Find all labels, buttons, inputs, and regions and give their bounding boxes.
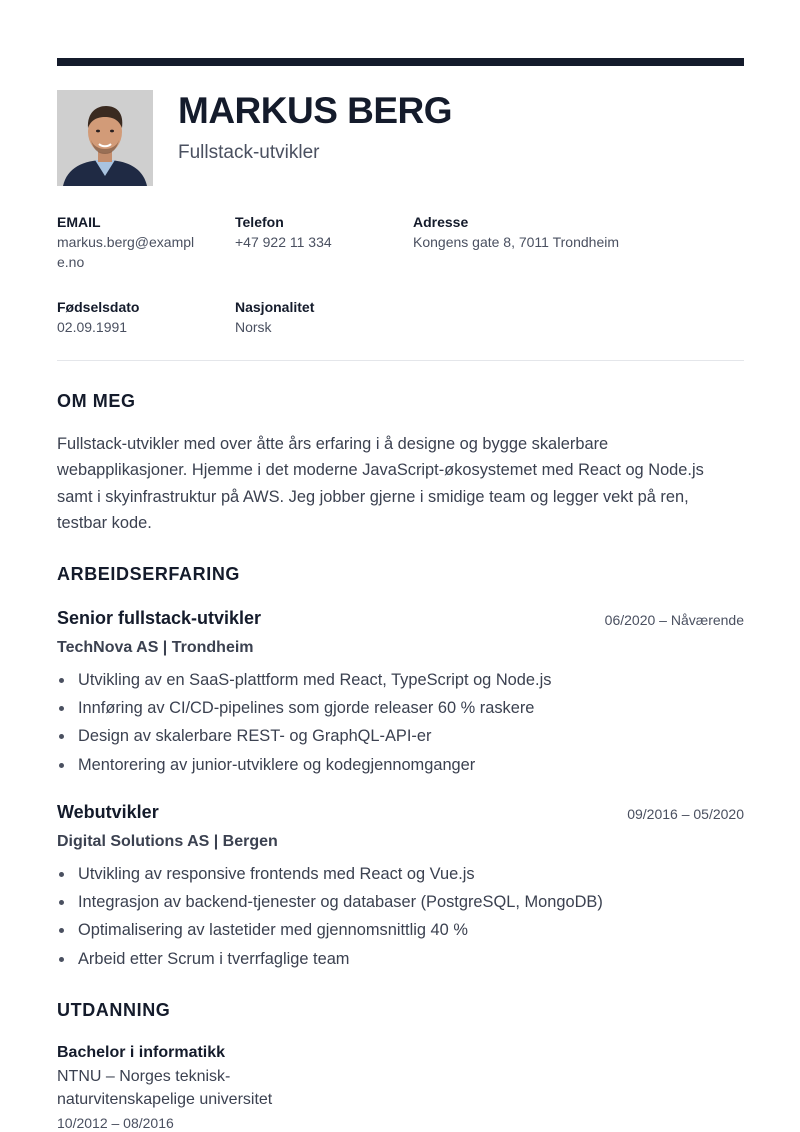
job-bullet: Mentorering av junior-utviklere og kodegjennomganger <box>57 751 551 779</box>
about-line: testbar kode. <box>57 513 152 532</box>
about-line: webapplikasjoner. Hjemme i det moderne JavaScript-økosystemet med React og Node.js <box>57 461 704 480</box>
job-bullet: Arbeid etter Scrum i tverrfaglige team <box>57 945 603 973</box>
portrait-image <box>57 90 153 186</box>
job-bullet: Innføring av CI/CD-pipelines som gjorde releaser 60 % raskere <box>57 694 551 722</box>
education-degree: Bachelor i informatikk <box>57 1044 226 1061</box>
about-line: samt i skyinfrastruktur på AWS. Jeg jobber gjerne i smidige team og legger vekt på ren, <box>57 487 689 506</box>
phone-label: Telefon <box>235 214 284 230</box>
job-company: TechNova AS | Trondheim <box>57 639 254 656</box>
job-bullet-list <box>57 860 603 973</box>
education-heading: UTDANNING <box>57 1000 171 1020</box>
email-value-line1: markus.berg@exampl <box>57 234 195 250</box>
job-company: Digital Solutions AS | Bergen <box>57 833 278 850</box>
candidate-name: MARKUS BERG <box>178 90 453 131</box>
job-dates: 06/2020 – Nåværende <box>604 612 744 628</box>
nationality-label: Nasjonalitet <box>235 299 315 315</box>
nationality-value: Norsk <box>235 319 272 335</box>
experience-heading: ARBEIDSERFARING <box>57 564 241 584</box>
job-bullet: Integrasjon av backend-tjenester og databaser (PostgreSQL, MongoDB) <box>57 888 603 916</box>
profile-photo <box>57 90 153 186</box>
job-bullet: Utvikling av en SaaS-plattform med React, TypeScript og Node.js <box>57 666 551 694</box>
education-dates: 10/2012 – 08/2016 <box>57 1115 174 1131</box>
about-heading: OM MEG <box>57 391 136 411</box>
address-label: Adresse <box>413 214 469 230</box>
candidate-title: Fullstack-utvikler <box>178 142 320 163</box>
job-bullet: Design av skalerbare REST- og GraphQL-API-er <box>57 722 551 750</box>
education-school-line: naturvitenskapelige universitet <box>57 1091 273 1108</box>
job-bullet: Optimalisering av lastetider med gjennomsnittlig 40 % <box>57 916 603 944</box>
dob-label: Fødselsdato <box>57 299 140 315</box>
email-label: EMAIL <box>57 214 101 230</box>
education-school-line: NTNU – Norges teknisk- <box>57 1068 231 1085</box>
job-title: Senior fullstack-utvikler <box>57 608 262 628</box>
address-value: Kongens gate 8, 7011 Trondheim <box>413 234 620 250</box>
about-summary <box>57 431 747 536</box>
job-dates: 09/2016 – 05/2020 <box>627 806 744 822</box>
job-title: Webutvikler <box>57 802 159 822</box>
email-value-line2: e.no <box>57 254 85 270</box>
section-divider <box>57 360 744 361</box>
job-bullet: Utvikling av responsive frontends med React og Vue.js <box>57 860 603 888</box>
dob-value: 02.09.1991 <box>57 319 128 335</box>
education-school <box>57 1065 307 1111</box>
job-bullet-list <box>57 666 551 779</box>
header-accent-bar <box>57 58 744 66</box>
phone-value: +47 922 11 334 <box>235 234 332 250</box>
about-line: Fullstack-utvikler med over åtte års erfaring i å designe og bygge skalerbare <box>57 435 609 453</box>
